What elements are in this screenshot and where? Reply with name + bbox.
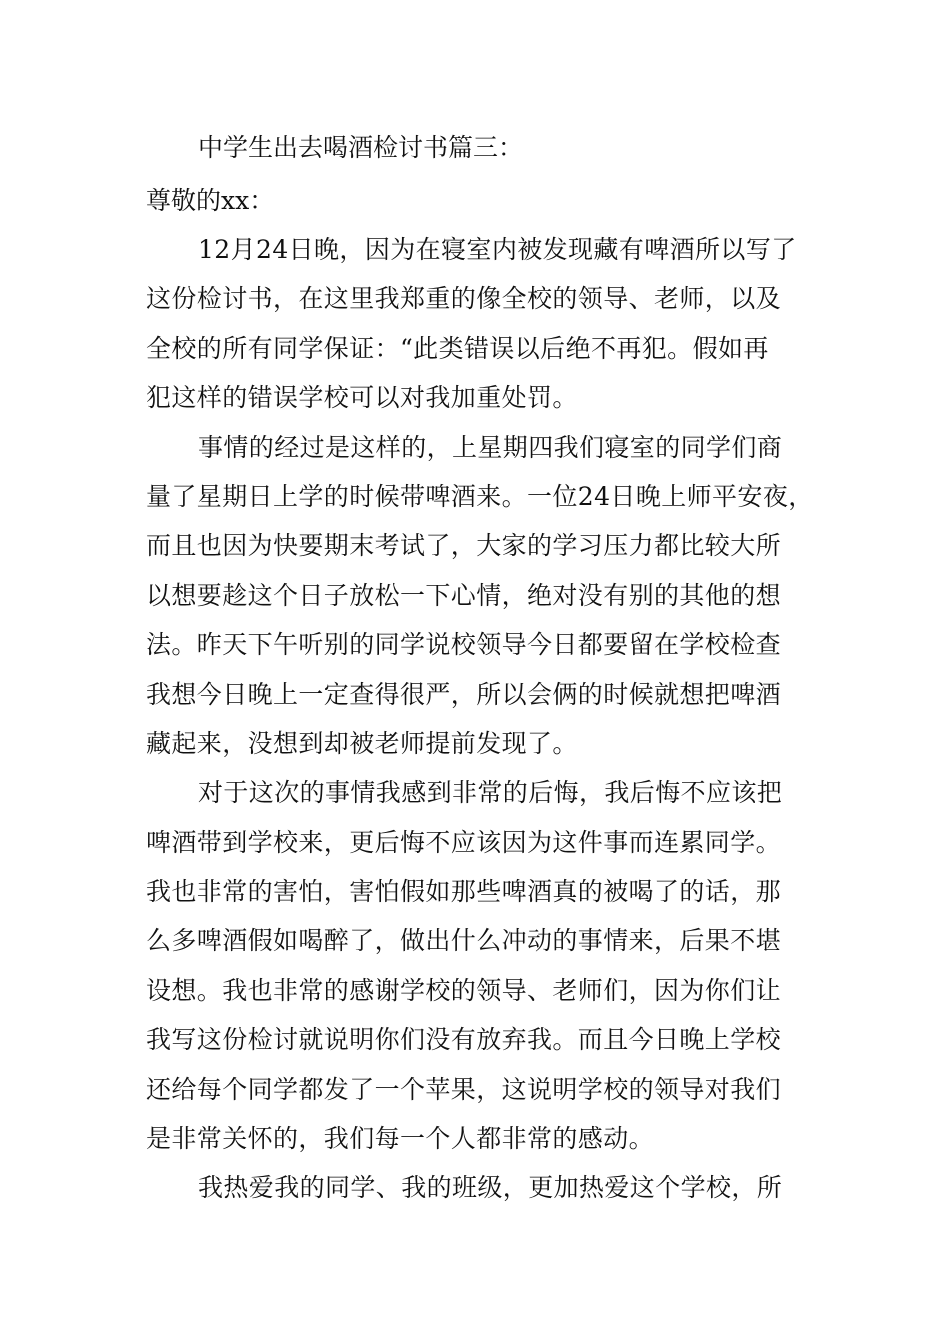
text-line: 量了星期日上学的时候带啤酒来。一位24日晚上师平安夜，	[146, 481, 814, 511]
text-line: 而且也因为快要期末考试了，大家的学习压力都比较大所	[146, 531, 782, 561]
text-line: 全校的所有同学保证：“此类错误以后绝不再犯。假如再	[146, 333, 769, 363]
text-line: 我想今日晚上一定查得很严，所以会俩的时候就想把啤酒	[146, 679, 782, 709]
text-line: 这份检讨书，在这里我郑重的像全校的领导、老师，以及	[146, 284, 782, 314]
text-line: 还给每个同学都发了一个苹果，这说明学校的领导对我们	[146, 1074, 782, 1104]
text-line: 犯这样的错误学校可以对我加重处罚。	[146, 383, 578, 413]
text-line: 12月24日晚，因为在寝室内被发现藏有啤酒所以写了	[198, 235, 797, 264]
document-body	[146, 225, 816, 1213]
text-line: 我也非常的害怕，害怕假如那些啤酒真的被喝了的话，那	[146, 877, 782, 907]
text-line: 么多啤酒假如喝醉了，做出什么冲动的事情来，后果不堪	[146, 926, 782, 956]
text-line: 啤酒带到学校来，更后悔不应该因为这件事而连累同学。	[146, 827, 782, 857]
paragraph-3	[146, 768, 816, 1163]
text-line: 以想要趁这个日子放松一下心情，绝对没有别的其他的想	[146, 580, 782, 610]
text-line: 对于这次的事情我感到非常的后悔，我后悔不应该把	[198, 778, 783, 808]
text-line: 我写这份检讨就说明你们没有放弃我。而且今日晚上学校	[146, 1025, 782, 1055]
text-line: 事情的经过是这样的，上星期四我们寝室的同学们商	[198, 432, 783, 462]
text-line: 藏起来，没想到却被老师提前发现了。	[146, 728, 578, 758]
text-line: 法。昨天下午听别的同学说校领导今日都要留在学校检查	[146, 630, 782, 660]
document-title: 中学生出去喝酒检讨书篇三：	[198, 133, 524, 162]
text-line: 设想。我也非常的感谢学校的领导、老师们，因为你们让	[146, 975, 782, 1005]
text-line: 是非常关怀的，我们每一个人都非常的感动。	[146, 1124, 655, 1154]
paragraph-2	[146, 423, 816, 769]
paragraph-1	[146, 225, 816, 423]
text-line: 我热爱我的同学、我的班级，更加热爱这个学校，所	[198, 1173, 783, 1203]
salutation: 尊敬的xx：	[146, 186, 275, 215]
paragraph-4	[146, 1163, 816, 1212]
